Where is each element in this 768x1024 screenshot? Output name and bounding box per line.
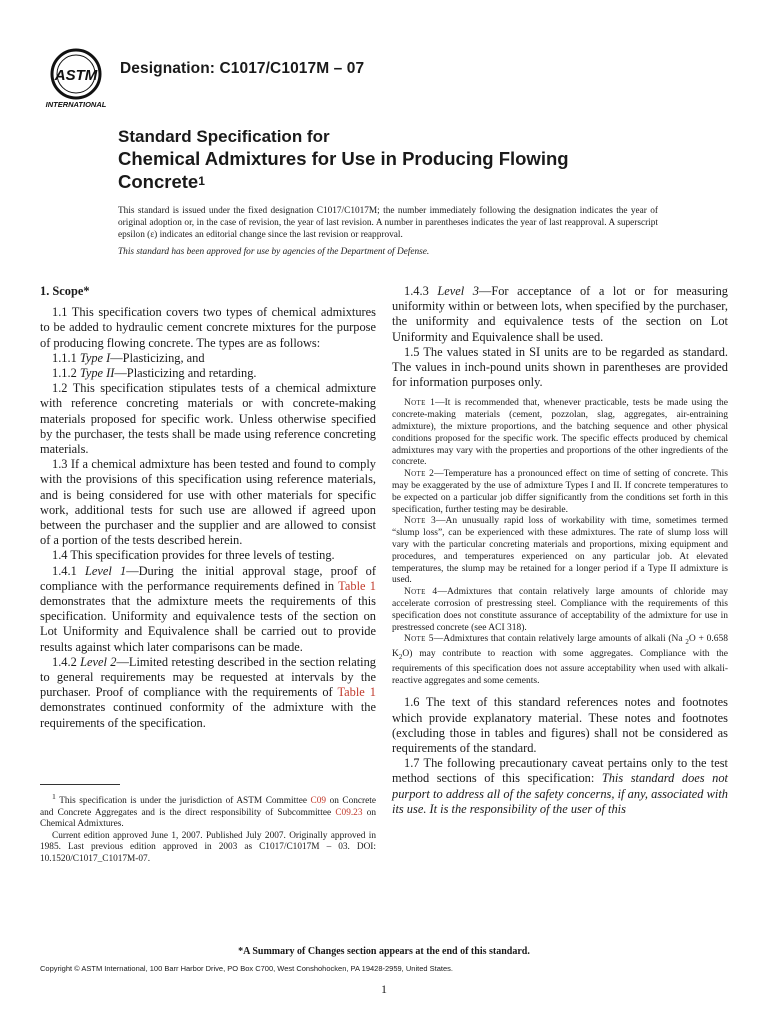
- subcommittee-c09-23-link[interactable]: C09.23: [335, 807, 363, 818]
- title-concrete: Concrete: [118, 171, 199, 192]
- para-1-4-3: 1.4.3 Level 3—For acceptance of a lot or for measuring uniformity within or between lots, when specified by the purchaser, the uniformity and equivalence tests of the section on Lot Uniformity and Equivalence shall be used.: [392, 284, 728, 344]
- para-1-4-1: 1.4.1 Level 1—During the initial approval stage, proof of compliance with the performance requirements defined in Table 1 demonstrates that the admixture meets the requirements of this specification. Uniformity and equivalence tests of the section on Lot Uniformity and Equivalence shall be carried out to provide results against which later comparisons can be made.: [40, 563, 376, 654]
- para-1-7: 1.7 The following precautionary caveat pertains only to the test method sections of this specification: This standard does not purport to address all of the safety concerns, if any, associated with its use. It is the responsibility of the user of this: [392, 756, 728, 816]
- summary-of-changes-note: *A Summary of Changes section appears at the end of this standard.: [238, 946, 530, 957]
- note-2: Note 2—Temperature has a pronounced effect on time of setting of concrete. This may be exaggerated by the use of admixture Types I and II. If concrete temperatures to be expected on a particular job differ significantly from the conditions set forth in this specification, further testing may be desirable.: [392, 469, 728, 515]
- logo-subtitle: INTERNATIONAL: [45, 100, 107, 109]
- para-1-6: 1.6 The text of this standard references notes and footnotes which provide explanatory material. These notes and footnotes (excluding those in tables and figures) shall not be considered as requirements of the standard.: [392, 695, 728, 755]
- para-1-2: 1.2 This specification stipulates tests of a chemical admixture with reference concreting materials or with concrete-making materials proposed for specific work. Unless otherwise specified by the purchaser, the tests shall be made using reference concreting materials.: [40, 381, 376, 457]
- title-footnote-mark: 1: [198, 174, 205, 188]
- para-1-4: 1.4 This specification provides for three levels of testing.: [52, 548, 335, 563]
- right-column: [392, 284, 728, 817]
- note-4: Note 4—Admixtures that contain relatively large amounts of chloride may accelerate corrosion of prestressing steel. Compliance with the requirements of this specification does not constitute assurance of acceptability of the admixture for use in prestressed concrete (see ACI 318).: [392, 587, 728, 633]
- note-3: Note 3—An unusually rapid loss of workability with time, sometimes termed “slump loss”, can be experienced with these admixtures. The rate of slump loss will vary with the particular concreting materials and proportions, mixing equipment and procedures, and temperatures experienced on any particular job. At elevated temperatures, the slump may be retained for a longer period if a Type II admixture is used.: [392, 516, 728, 586]
- para-1-1: 1.1 This specification covers two types of chemical admixtures to be added to hydraulic cement concrete mixtures for the purpose of producing flowing concrete. The types are as follows:: [40, 305, 376, 350]
- table-1-link[interactable]: Table 1: [338, 578, 376, 593]
- page-number: 1: [381, 982, 387, 996]
- title-block: [118, 127, 718, 196]
- para-1-3: 1.3 If a chemical admixture has been tested and found to comply with the provisions of this specification using reference materials, and is being considered for use with other materials for specific work, additional tests for such use are allowed if agreed upon between the purchaser and the supplier and are allowed to consist of a portion of the tests described herein.: [40, 457, 376, 548]
- footnote-edition: Current edition approved June 1, 2007. Published July 2007. Originally approved in 1985. Last previous edition approved in 2003 as C1017/C1017M – 03. DOI: 10.1520/C1017_C1017M-07.: [40, 830, 376, 865]
- issuance-note: This standard is issued under the fixed designation C1017/C1017M; the number immediately following the designation indicates the year of original adoption or, in the case of revision, the year of last revision. A number in parentheses indicates the year of last reapproval. A superscript epsilon (ε) indicates an editorial change since the last revision or reapproval.: [118, 206, 658, 240]
- designation: Designation: C1017/C1017M – 07: [120, 60, 365, 77]
- logo-letters: ASTM: [54, 67, 98, 84]
- footnote-divider: [40, 784, 120, 785]
- title-line-3: [118, 170, 718, 196]
- note-5: Note 5—Admixtures that contain relatively large amounts of alkali (Na $_2$O + 0.658 $K_2O$) may contribute to reaction with some aggregates. Compliance with the requirements of this specification does not assure acceptability when used with alkali-reactive aggregates and some cements.: [392, 634, 728, 686]
- para-1-1-1: 1.1.1 Type I—Plasticizing, and: [52, 350, 205, 365]
- note-1: Note 1—It is recommended that, whenever practicable, tests be made using the concrete-making materials (cement, pozzolan, slag, aggregates, air-entraining admixture), the mixture proportions, and the batching sequence and other physical conditions proposed for the specific work. The specific effects produced by chemical admixtures may vary with the properties and proportions of the other ingredients of the concrete.: [392, 398, 728, 468]
- dod-approval-note: This standard has been approved for use by agencies of the Department of Defense.: [118, 247, 430, 257]
- footnote-1: $^1$ This specification is under the jurisdiction of ASTM Committee C09 on Concrete and Concrete Aggregates and is the direct responsibility of Subcommittee C09.23 on Chemical Admixtures.: [40, 792, 376, 830]
- title-line-1: Standard Specification for: [118, 127, 330, 146]
- section-heading-scope: 1. Scope*: [40, 284, 90, 298]
- para-1-4-2: 1.4.2 Level 2—Limited retesting described in the section relating to general requirements may be requested at intervals by the purchaser. Proof of compliance with the requirements of Table 1 demonstrates continued conformity of the admixture with the requirements of the specification.: [40, 654, 377, 730]
- copyright: Copyright © ASTM International, 100 Barr Harbor Drive, PO Box C700, West Conshohocken, PA 19428-2959, United States.: [40, 964, 453, 973]
- para-1-5: 1.5 The values stated in SI units are to be regarded as standard. The values in inch-pound units shown in parentheses are provided for information purposes only.: [392, 344, 728, 390]
- title-line-2: Chemical Admixtures for Use in Producing Flowing: [118, 148, 569, 169]
- para-1-1-2: 1.1.2 Type II—Plasticizing and retarding.: [52, 366, 257, 381]
- table-1-link[interactable]: Table 1: [337, 685, 377, 700]
- committee-c09-link[interactable]: C09: [310, 796, 327, 807]
- footnotes: [40, 791, 376, 866]
- astm-logo: [40, 46, 112, 110]
- left-column: [40, 284, 376, 731]
